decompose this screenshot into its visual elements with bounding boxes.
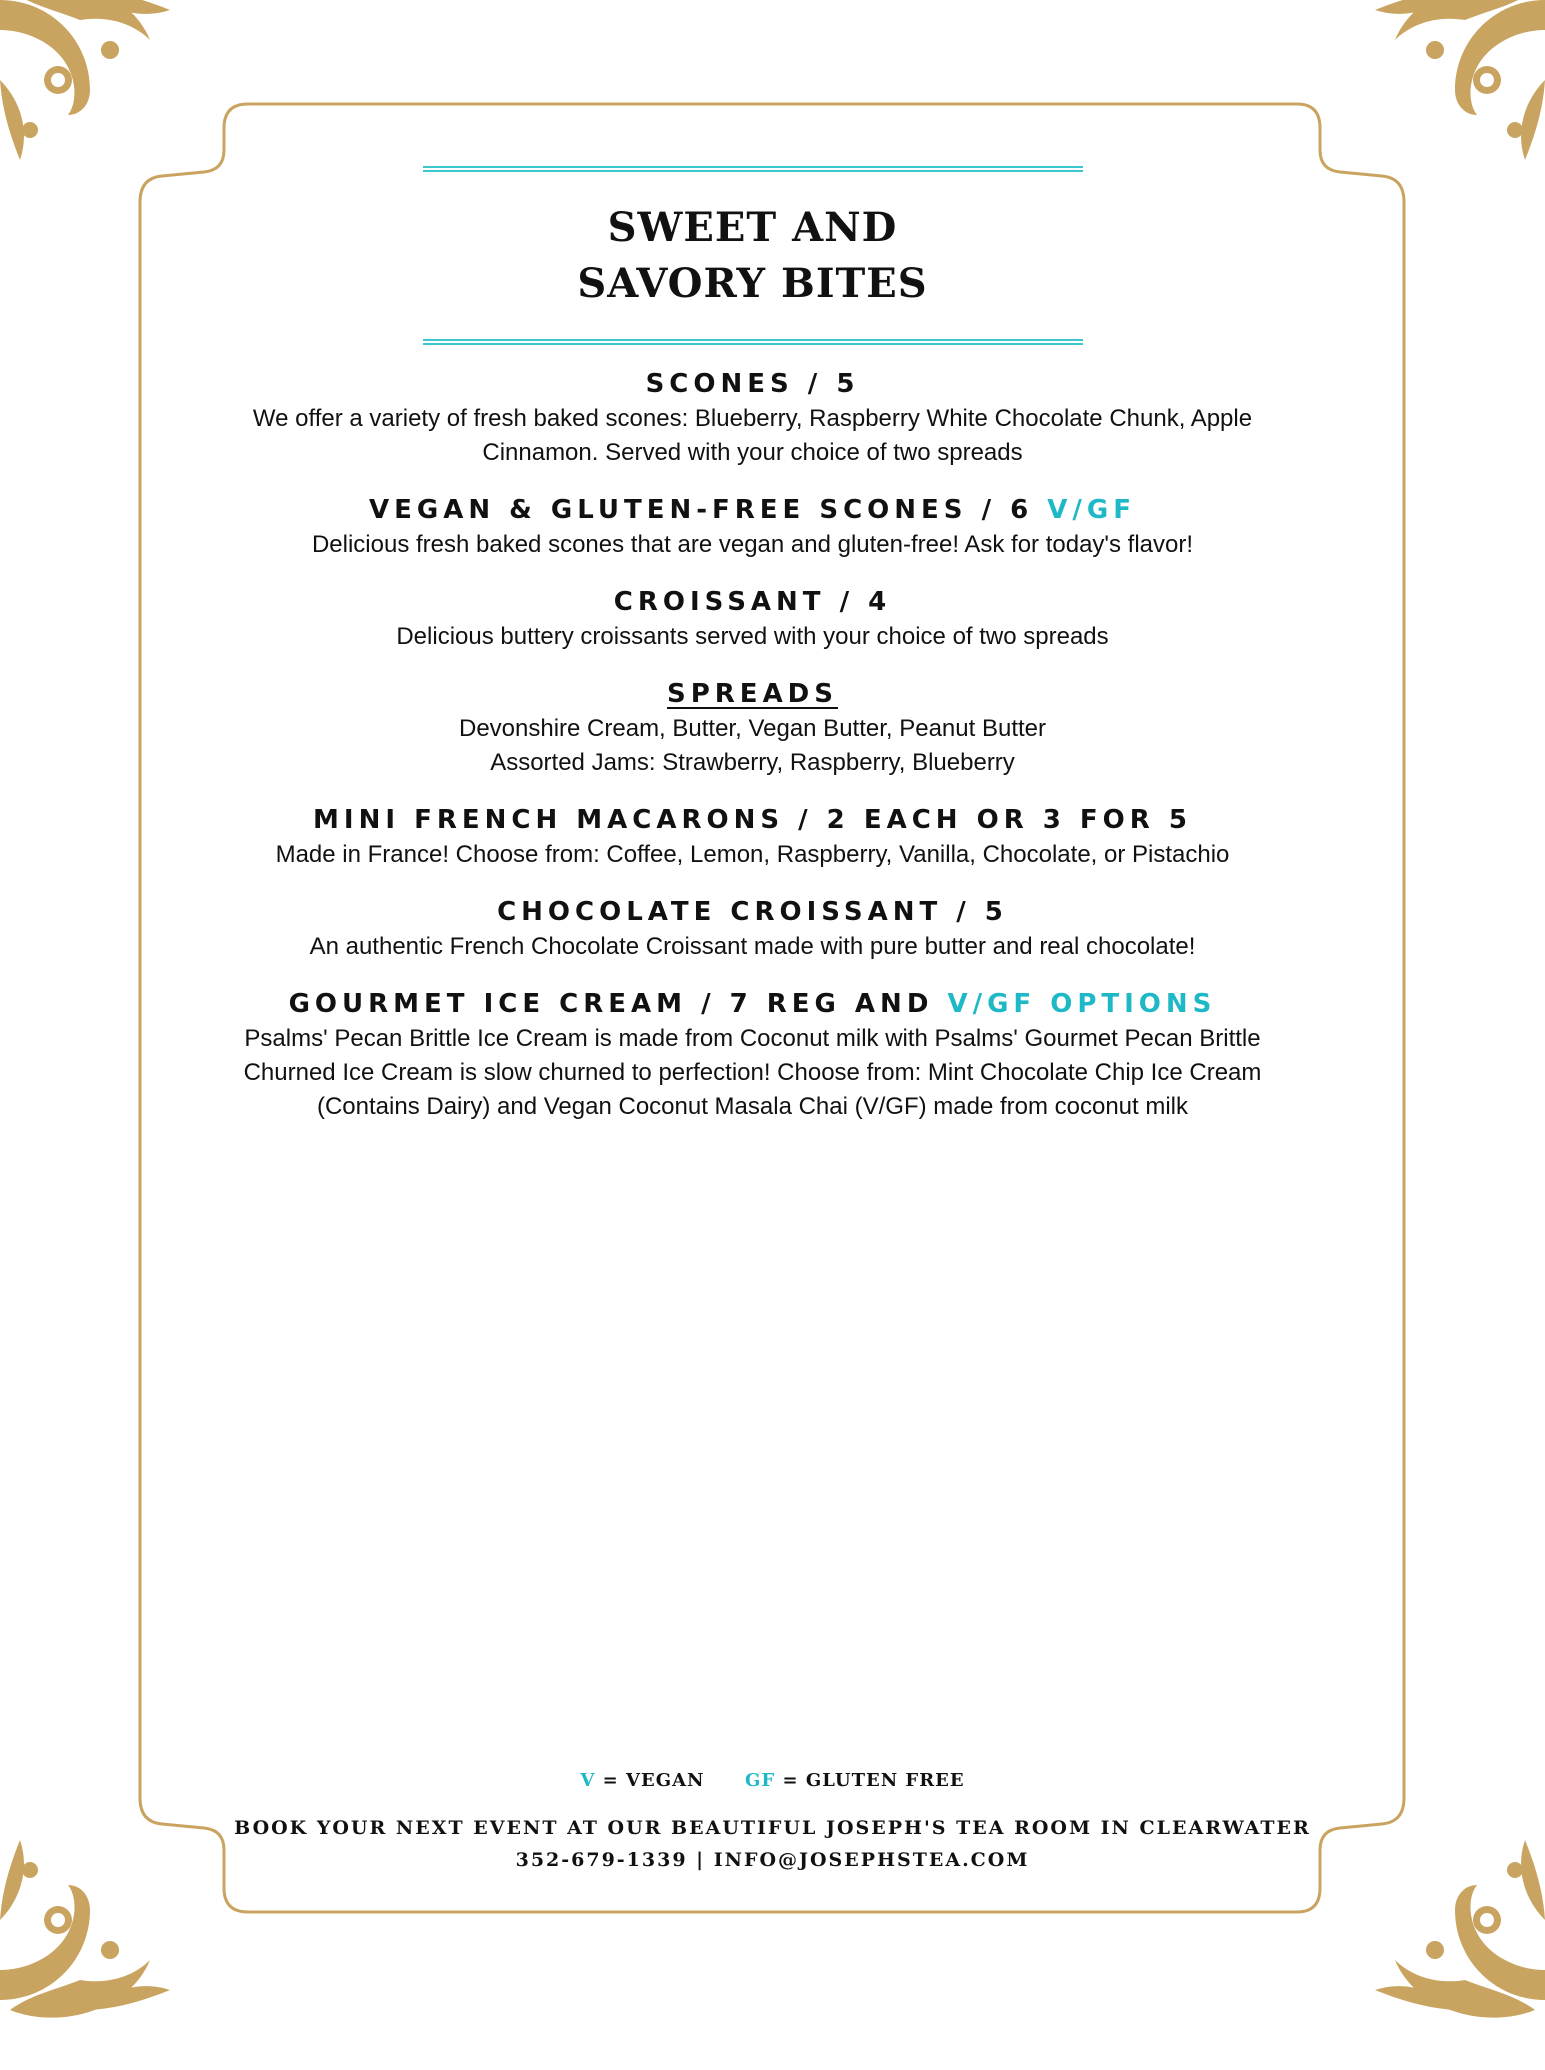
item-description [130,838,1375,872]
item-description-line: Churned Ice Cream is slow churned to perfection! Choose from: Mint Chocolate Chip Ice Cream [243,1059,1262,1086]
title-line-1: SWEET AND [607,204,898,251]
item-description [130,528,1375,562]
diet-legend [0,1770,1545,1791]
legend-v-key: V [580,1770,596,1791]
menu-item-chocolate-croissant [130,894,1375,964]
footer [0,1812,1545,1876]
legend-gf-key: GF [745,1770,776,1791]
menu-item-spreads [130,676,1375,780]
legend-v-label: = VEGAN [602,1770,705,1791]
footer-booking-text: BOOK YOUR NEXT EVENT AT OUR BEAUTIFUL JOSEPH'S TEA ROOM IN CLEARWATER [234,1817,1311,1839]
item-heading-text: SCONES / 5 [645,369,860,399]
title-rule-bottom [423,339,1083,345]
menu-item-ice-cream [130,986,1375,1124]
item-description-line: Cinnamon. Served with your choice of two spreads [482,439,1023,466]
item-heading-accent: V/GF OPTIONS [947,989,1217,1019]
item-heading-accent: V/GF [1047,495,1136,525]
item-heading [130,366,1375,402]
item-heading [130,894,1375,930]
item-heading-text: CROISSANT / 4 [613,587,892,617]
item-heading-text: MINI FRENCH MACARONS / 2 EACH OR 3 FOR 5 [313,805,1192,835]
corner-ornament-top-right [1365,0,1545,170]
item-description-line: Devonshire Cream, Butter, Vegan Butter, Peanut Butter [458,715,1046,742]
item-description-line: Delicious fresh baked scones that are vegan and gluten-free! Ask for today's flavor! [311,531,1194,558]
menu-item-vegan-scones [130,492,1375,562]
item-heading-text: CHOCOLATE CROISSANT / 5 [497,897,1008,927]
title-rule-top [423,166,1083,172]
title-line-2: SAVORY BITES [577,260,928,307]
item-heading-text: VEGAN & GLUTEN-FREE SCONES / 6 [368,495,1048,525]
item-heading-text: SPREADS [667,679,838,709]
item-description-line: (Contains Dairy) and Vegan Coconut Masala Chai (V/GF) made from coconut milk [316,1093,1189,1120]
menu-item-scones [130,366,1375,470]
item-description-line: Delicious buttery croissants served with your choice of two spreads [396,623,1109,650]
corner-ornament-top-left [0,0,180,170]
item-description [130,930,1375,964]
item-heading [130,676,1375,712]
item-description-line: Assorted Jams: Strawberry, Raspberry, Blueberry [490,749,1015,776]
legend-gf-label: = GLUTEN FREE [782,1770,965,1791]
item-heading [130,492,1375,528]
item-heading [130,802,1375,838]
item-heading-text: GOURMET ICE CREAM / 7 REG AND [288,989,948,1019]
item-description-line: An authentic French Chocolate Croissant made with pure butter and real chocolate! [309,933,1196,960]
menu-item-macarons [130,802,1375,872]
item-description [130,1022,1375,1124]
page-title [0,200,1505,312]
menu-items [130,366,1375,1146]
item-description [130,712,1375,780]
item-heading [130,584,1375,620]
item-description-line: Psalms' Pecan Brittle Ice Cream is made from Coconut milk with Psalms' Gourmet Pecan Brittle [244,1025,1261,1052]
item-description-line: We offer a variety of fresh baked scones: Blueberry, Raspberry White Chocolate Chunk, Apple [252,405,1253,432]
item-description [130,402,1375,470]
item-description [130,620,1375,654]
menu-item-croissant [130,584,1375,654]
footer-contact-text: 352-679-1339 | INFO@JOSEPHSTEA.COM [515,1849,1030,1871]
item-description-line: Made in France! Choose from: Coffee, Lemon, Raspberry, Vanilla, Chocolate, or Pistachio [275,841,1230,868]
item-heading [130,986,1375,1022]
